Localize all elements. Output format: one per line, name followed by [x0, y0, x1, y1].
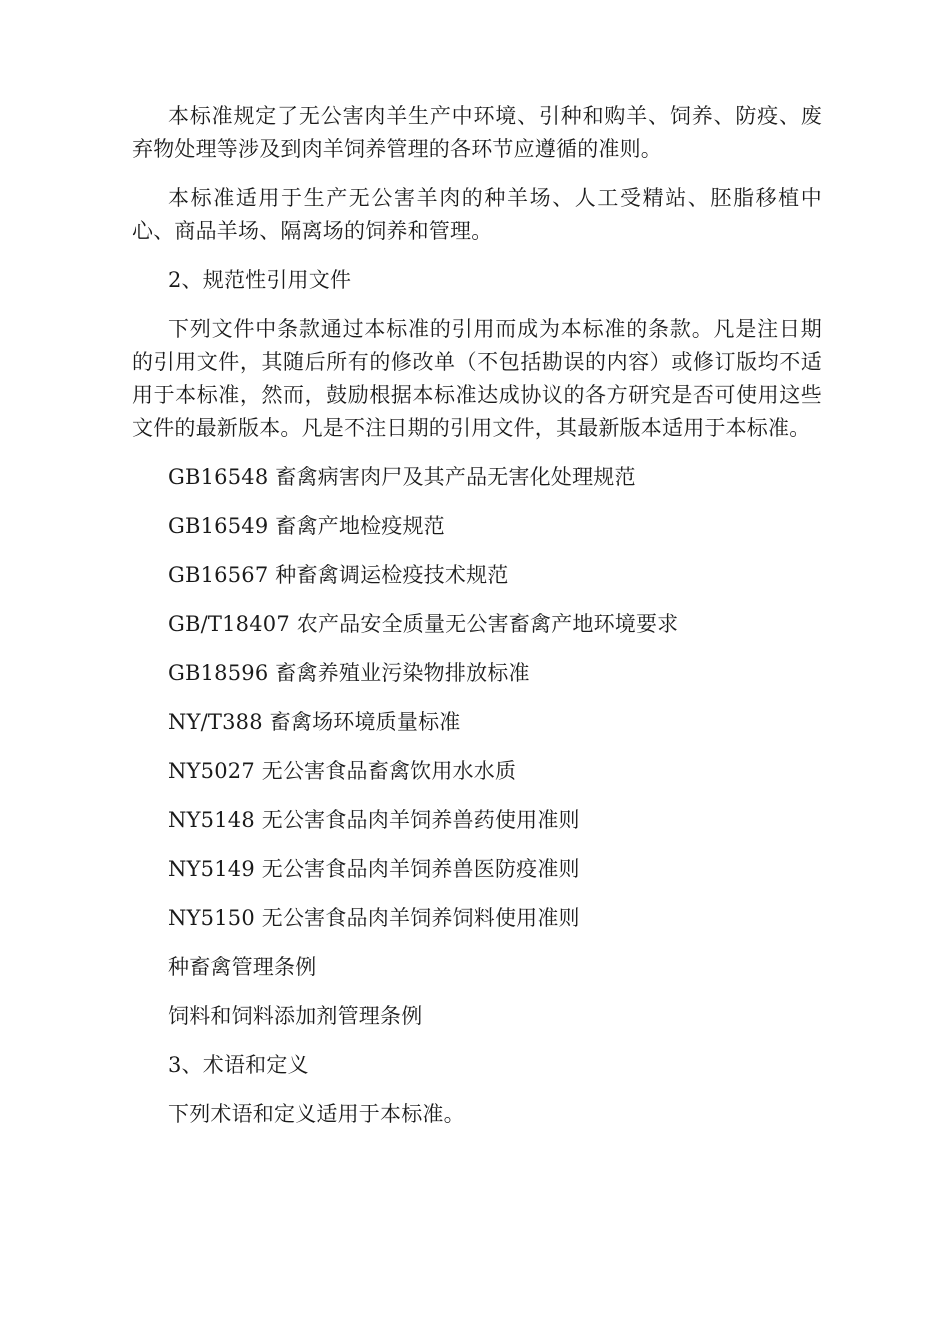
section-heading-references: 2、规范性引用文件 — [168, 268, 352, 292]
document-page — [132, 100, 822, 1147]
reference-item: NY5150 无公害食品肉羊饲养饲料使用准则 — [168, 906, 580, 930]
section-heading-terms: 3、术语和定义 — [168, 1053, 309, 1077]
references-intro-paragraph: 下列文件中条款通过本标准的引用而成为本标准的条款。凡是注日期的引用文件，其随后所有的修改单（不包括勘误的内容）或修订版均不适用于本标准，然而，鼓励根据本标准达成协议的各方研究是否可使用这些文件的最新版本。凡是不注日期的引用文件，其最新版本适用于本标准。 — [132, 317, 822, 440]
reference-item: GB16567 种畜禽调运检疫技术规范 — [168, 563, 509, 587]
reference-item: NY5027 无公害食品畜禽饮用水水质 — [168, 759, 517, 783]
reference-item: 种畜禽管理条例 — [168, 955, 317, 979]
terms-intro-paragraph: 下列术语和定义适用于本标准。 — [168, 1102, 465, 1126]
reference-item: NY5148 无公害食品肉羊饲养兽药使用准则 — [168, 808, 580, 832]
reference-item: 饲料和饲料添加剂管理条例 — [168, 1004, 423, 1028]
reference-item: NY/T388 畜禽场环境质量标准 — [168, 710, 461, 734]
reference-item: GB/T18407 农产品安全质量无公害畜禽产地环境要求 — [168, 612, 679, 636]
scope-paragraph: 本标准规定了无公害肉羊生产中环境、引种和购羊、饲养、防疫、废弃物处理等涉及到肉羊饲养管理的各环节应遵循的准则。 — [132, 104, 822, 161]
reference-item: GB16549 畜禽产地检疫规范 — [168, 514, 445, 538]
reference-item: GB18596 畜禽养殖业污染物排放标准 — [168, 661, 530, 685]
reference-item: GB16548 畜禽病害肉尸及其产品无害化处理规范 — [168, 465, 636, 489]
applicability-paragraph: 本标准适用于生产无公害羊肉的种羊场、人工受精站、胚脂移植中心、商品羊场、隔离场的饲养和管理。 — [132, 186, 822, 243]
reference-item: NY5149 无公害食品肉羊饲养兽医防疫准则 — [168, 857, 580, 881]
